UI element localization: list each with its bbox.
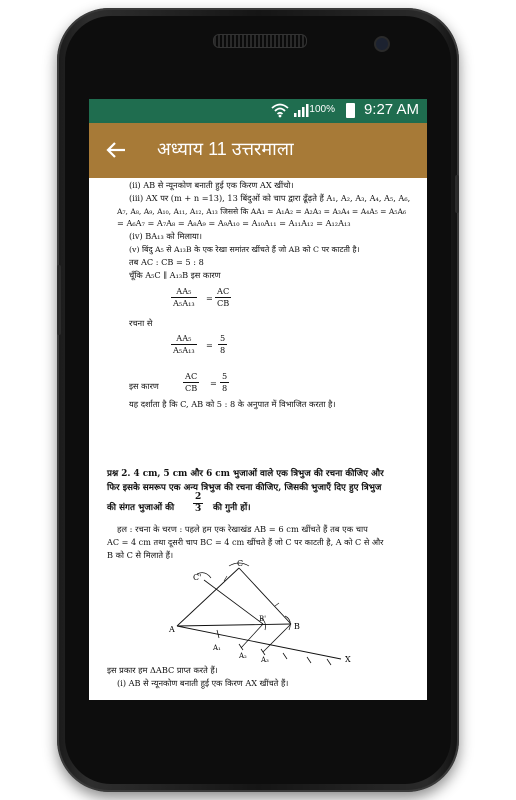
fraction: $\frac{AC}{CB}$ (185, 371, 198, 393)
label-a1: A₁ (213, 644, 221, 652)
fraction: $\frac{\text{AA₅}}{\text{A₅A₁₃}}$ (173, 286, 195, 308)
doc-line: A₇, A₈, A₉, A₁₀, A₁₁, A₁₂, A₁₃ जिससे कि AA₁ = A₁A₂ = A₂A₃ = A₃A₄ = A₄A₅ = A₅A₆ (117, 207, 406, 216)
power-button (455, 175, 459, 213)
label-b: B (294, 622, 300, 631)
doc-line: (iii) AX पर (m + n =13), 13 बिंदुओं को चाप द्वारा ढूँढ़ते हैं A₁, A₂, A₃, A₄, A₅, A₆, (129, 193, 411, 203)
fraction: $\frac{AC}{CB}$ (217, 286, 230, 308)
solution-line: B को C से मिलाते हैं। (107, 550, 174, 560)
label-c-prime: C' (193, 573, 202, 582)
tick (307, 657, 311, 663)
doc-line: (i) AB से न्यूनकोण बनाती हुई एक किरण AX खींचते हैं। (117, 678, 289, 688)
segment-ac (177, 568, 239, 626)
question-fraction: $\frac{2}{3}$ (195, 492, 202, 514)
back-arrow-icon[interactable] (105, 139, 127, 161)
doc-line: इस प्रकार हम ΔABC प्राप्त करते हैं। (107, 665, 218, 675)
label-x: X (345, 655, 351, 664)
solution-line: हल : रचना के चरण : पहले हम एक रेखाखंड AB = 6 cm खींचते हैं तब एक चाप (117, 524, 368, 534)
document-page[interactable] (89, 178, 427, 700)
battery-percent: 100% (309, 104, 335, 115)
segment-a2-b-prime (241, 624, 263, 648)
construction-diagram (89, 558, 427, 668)
label-a3: A₃ (261, 656, 269, 664)
signal-icon (294, 104, 310, 117)
equals-sign: = (210, 378, 217, 388)
question-line: प्रश्न 2. 4 cm, 5 cm और 6 cm भुजाओं वाले एक त्रिभुज की रचना कीजिए और (107, 469, 384, 479)
doc-line: तब AC : CB = 5 : 8 (129, 257, 204, 267)
volume-button (57, 265, 61, 335)
status-time: 9:27 AM (363, 101, 419, 118)
label-c: C (237, 559, 244, 568)
doc-line: रचना से (129, 318, 153, 328)
tick (283, 653, 287, 659)
segment-c-prime-b-prime (204, 580, 263, 624)
question-line: की संगत भुजाओं की (107, 503, 175, 513)
doc-line: (iv) BA₁₃ को मिलाया। (129, 231, 203, 241)
battery-icon (346, 103, 355, 118)
fraction: $\frac{\text{AA₅}}{\text{A₅A₁₃}}$ (173, 333, 195, 355)
equals-sign: = (206, 293, 213, 303)
speaker-grille (213, 34, 307, 48)
tick (275, 603, 279, 606)
question-line: फिर इसके समरूप एक अन्य त्रिभुज की रचना कीजिए, जिसकी भुजाएँ दिए हुए त्रिभुज (107, 483, 382, 493)
label-a2: A₂ (239, 652, 247, 660)
fraction: $\frac{5}{8}$ (220, 333, 226, 355)
doc-line: यह दर्शाता है कि C, AB को 5 : 8 के अनुपात में विभाजित करता है। (129, 399, 336, 409)
solution-line: AC = 4 cm तथा दूसरी चाप BC = 4 cm खींचते हैं जो C पर काटती है, A को C से और (107, 537, 384, 547)
doc-line: = A₆A₇ = A₇A₈ = A₈A₉ = A₉A₁₀ = A₁₀A₁₁ = A₁₁A₁₂ = A₁₂A₁₃ (117, 218, 351, 228)
front-camera (376, 38, 388, 50)
equals-sign: = (206, 340, 213, 350)
tick (327, 659, 331, 665)
segment-ab (177, 624, 291, 626)
ray-ax (177, 626, 341, 659)
page-title: अध्याय 11 उत्तरमाला (157, 139, 294, 159)
doc-line: इस कारण (129, 381, 159, 391)
label-a: A (169, 625, 175, 634)
doc-line: (ii) AB से न्यूनकोण बनाती हुई एक किरण AX खींचो। (129, 180, 294, 190)
app-bar (89, 123, 427, 178)
wifi-icon (271, 103, 289, 118)
question-line: की गुनी हों। (213, 503, 251, 513)
fraction: $\frac{5}{8}$ (222, 371, 228, 393)
tick (239, 644, 243, 650)
label-b-prime: B' (259, 615, 267, 623)
doc-line: (v) बिंदु A₅ से A₁₃B के एक रेखा समांतर खींचते हैं जो AB को C पर काटती है। (129, 245, 360, 254)
tick (261, 649, 265, 655)
status-bar (89, 99, 427, 123)
doc-line: चूँकि A₅C ∥ A₁₃B इस कारण (129, 270, 221, 280)
screen (89, 99, 427, 700)
